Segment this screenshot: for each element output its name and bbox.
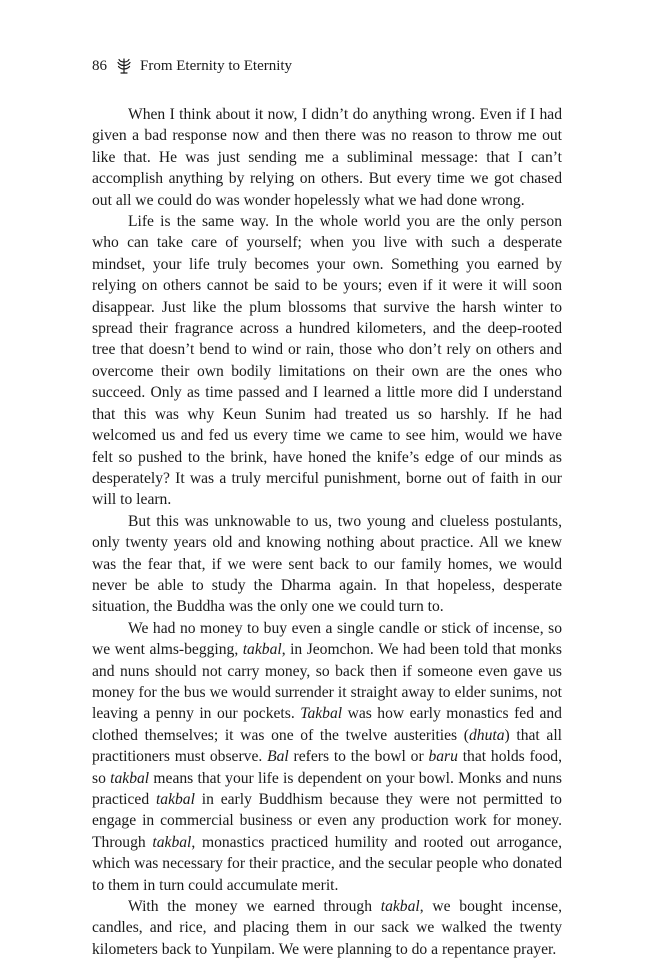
text-run: was how early monastics fed and clothed themselves; it was one of the twelve austerities ( <box>92 705 562 744</box>
text-run: that holds food, so <box>92 748 563 787</box>
text-run: With the money we earned through <box>128 898 381 916</box>
text-run: , monastics practiced humility and rooted out arrogance, which was necessary for their practice, and the secular people who donated to them in turn could accumulate merit. <box>92 833 562 894</box>
text-run: When I think about it now, I didn’t do anything wrong. Even if I had given a bad response now and then there was no reason to throw me out like that. He was just sending me a subliminal message: that I can’t accomplish anything by relying on others. But every time we got chased out all we could do was wonder hopelessly what we had done wrong. <box>92 106 562 209</box>
lotus-ornament-icon <box>117 58 131 74</box>
paragraph <box>92 618 562 896</box>
italic-term: baru <box>428 748 458 766</box>
text-run: ) that all practitioners must observe. <box>92 726 562 766</box>
text-run: , in Jeomchon. We had been told that monks and nuns should not carry money, so back then if someone even gave us money for the bus we would surrender it straight away to elder sunims, not leaving a penny in our pockets. <box>92 641 562 723</box>
body-text <box>92 104 562 960</box>
italic-term: Takbal <box>300 705 343 723</box>
paragraph <box>92 104 562 211</box>
italic-term: dhuta <box>468 726 505 744</box>
paragraph <box>92 211 562 511</box>
text-run: Life is the same way. In the whole world you are the only person who can take care of yourself; when you live with such a desperate mindset, your life truly becomes your own. Something you earned by relying on others cannot be said to be yours; even if it were it will soon disappear. Just like the plum blossoms that survive the harsh winter to spread their fragrance across a hundred kilometers, and the deep-rooted tree that doesn’t bend to wind or rain, those who don’t rely on others and overcome their own bodily limitations on their own are the ones who succeed. Only as time passed and I learned a little more did I understand that this was why Keun Sunim had treated us so harshly. If he had welcomed us and fed us every time we came to see him, would we have felt so pushed to the brink, have honed the knife’s edge of our minds as desperately? It was a truly merciful punishment, borne out of faith in our will to learn. <box>92 213 562 509</box>
italic-term: Bal <box>267 748 289 766</box>
italic-term: takbal <box>152 833 192 851</box>
text-run: means that your life is dependent on your bowl. Monks and nuns practiced <box>92 769 562 808</box>
text-run: We had no money to buy even a single candle or stick of incense, so we went alms-begging, <box>92 619 562 659</box>
running-head <box>92 56 562 76</box>
page-number: 86 <box>92 58 107 74</box>
paragraph <box>92 511 562 618</box>
book-title: From Eternity to Eternity <box>140 58 293 74</box>
italic-term: takbal <box>380 898 420 916</box>
text-run: refers to the bowl or <box>288 748 429 766</box>
text-run: in early Buddhism because they were not permitted to engage in commercial business or even any production work for money. Through <box>92 791 562 851</box>
text-run: But this was unknowable to us, two young and clueless postulants, only twenty years old and knowing nothing about practice. All we knew was the fear that, if we were sent back to our family homes, we would never be able to study the Dharma again. In that hopeless, desperate situation, the Buddha was the only one we could turn to. <box>92 512 562 616</box>
italic-term: takbal <box>110 769 150 787</box>
italic-term: takbal <box>242 641 282 659</box>
italic-term: takbal <box>155 791 195 808</box>
paragraph <box>92 896 562 960</box>
text-run: , we bought incense, candles, and rice, and placing them in our sack we walked the twenty kilometers back to Yunpilam. We were planning to do a repentance prayer. <box>92 898 562 958</box>
book-page <box>92 56 562 960</box>
